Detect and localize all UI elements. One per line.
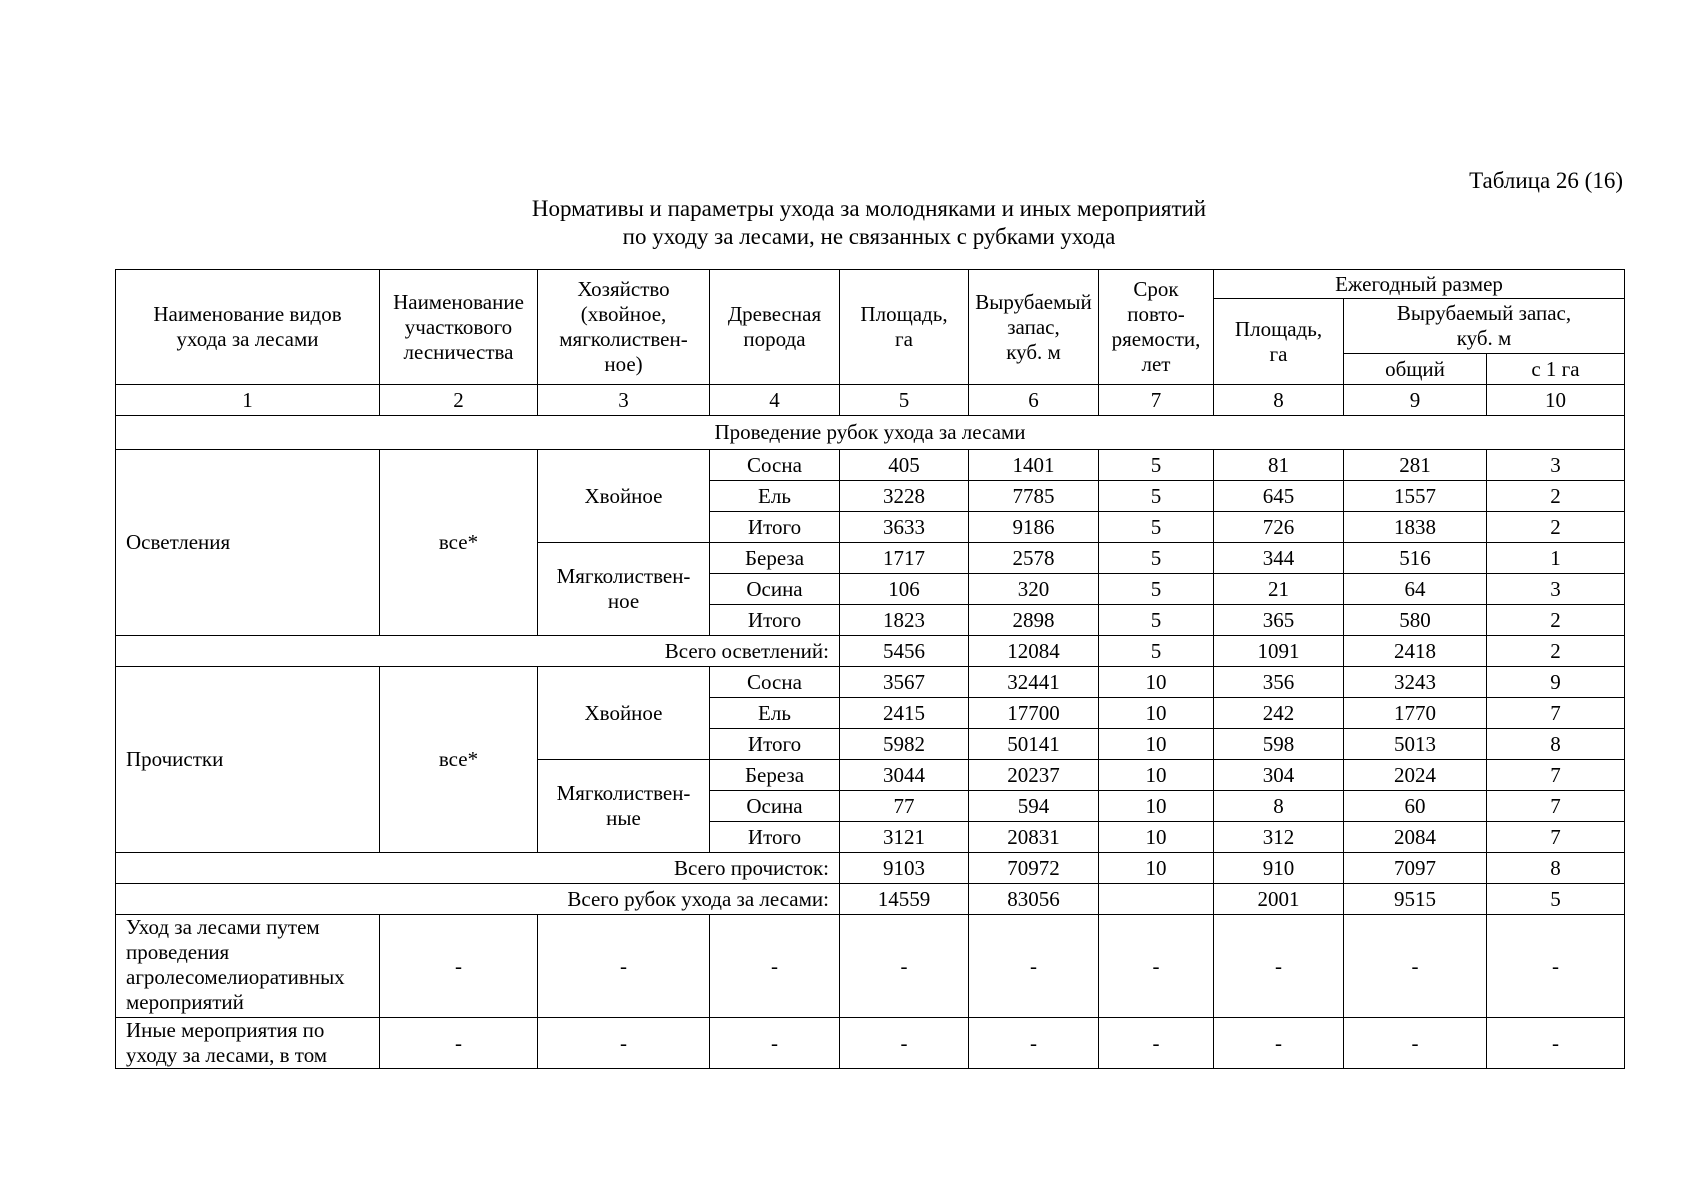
cell-line: мероприятий [126, 990, 244, 1014]
care-type-name [116, 915, 380, 1018]
total-cell [1099, 884, 1214, 915]
total-cell: 2001 [1214, 884, 1344, 915]
total-row [116, 853, 1625, 884]
total-cell: 7097 [1344, 853, 1487, 884]
farm-name [538, 450, 710, 543]
cell-line: куб. м [1456, 326, 1512, 350]
care-type-name: Прочистки [116, 667, 380, 853]
cell-line: Хозяйство [577, 277, 670, 301]
table-cell: - [538, 915, 710, 1018]
header-cell [1214, 299, 1344, 385]
cell-line: Вырубаемый запас, [1396, 301, 1572, 325]
table-cell: 2578 [969, 543, 1099, 574]
title-line: Нормативы и параметры ухода за молодняками и иных мероприятий [531, 196, 1207, 221]
cell-line: лет [1141, 352, 1171, 376]
section-row [116, 416, 1625, 450]
column-number: 10 [1487, 385, 1625, 416]
table-cell: - [710, 1018, 840, 1069]
table-cell: 598 [1214, 729, 1344, 760]
table-row [116, 667, 1625, 698]
cell-line: ухода за лесами [176, 327, 319, 351]
table-cell: 10 [1099, 729, 1214, 760]
column-number-row [116, 385, 1625, 416]
column-number: 4 [710, 385, 840, 416]
total-cell: 70972 [969, 853, 1099, 884]
table-cell: 5 [1099, 543, 1214, 574]
table-cell: - [710, 915, 840, 1018]
page-title [115, 195, 1623, 251]
header-cell [380, 270, 538, 385]
table-cell: 2084 [1344, 822, 1487, 853]
total-cell: 910 [1214, 853, 1344, 884]
table-cell: 10 [1099, 760, 1214, 791]
table-cell: 8 [1214, 791, 1344, 822]
table-cell: - [380, 915, 538, 1018]
section-title: Проведение рубок ухода за лесами [116, 416, 1625, 450]
header-cell: общий [1344, 354, 1487, 385]
cell-line: (хвойное, [580, 302, 667, 326]
header-cell: с 1 га [1487, 354, 1625, 385]
table-cell: 17700 [969, 698, 1099, 729]
table-cell: 7 [1487, 698, 1625, 729]
cell-line: Мягколиствен- [556, 564, 691, 588]
table-cell: Сосна [710, 450, 840, 481]
title-line: по уходу за лесами, не связанных с рубками ухода [622, 224, 1116, 249]
table-cell: 81 [1214, 450, 1344, 481]
table-cell: 242 [1214, 698, 1344, 729]
table-cell: 365 [1214, 605, 1344, 636]
table-cell: 580 [1344, 605, 1487, 636]
table-cell: - [380, 1018, 538, 1069]
table-cell: Береза [710, 543, 840, 574]
table-cell: - [969, 1018, 1099, 1069]
table-cell: 20831 [969, 822, 1099, 853]
table-cell: 320 [969, 574, 1099, 605]
farm-name [538, 543, 710, 636]
table-cell: 3044 [840, 760, 969, 791]
cell-line: проведения [126, 940, 230, 964]
table-cell: Береза [710, 760, 840, 791]
table-cell: 7 [1487, 822, 1625, 853]
cell-line: га [895, 327, 913, 351]
table-cell: - [1344, 1018, 1487, 1069]
table-cell: - [840, 915, 969, 1018]
table-cell: 20237 [969, 760, 1099, 791]
cell-line: куб. м [1006, 339, 1061, 364]
table-cell: - [840, 1018, 969, 1069]
table-cell: 1838 [1344, 512, 1487, 543]
table-cell: 2898 [969, 605, 1099, 636]
table-cell: Итого [710, 729, 840, 760]
table-cell: 10 [1099, 698, 1214, 729]
cell-line: порода [743, 327, 806, 351]
table-cell: 5 [1099, 574, 1214, 605]
forest-care-table [115, 269, 1625, 1069]
table-cell: Ель [710, 698, 840, 729]
total-cell: 12084 [969, 636, 1099, 667]
table-cell: 10 [1099, 791, 1214, 822]
table-cell: 516 [1344, 543, 1487, 574]
column-number: 8 [1214, 385, 1344, 416]
cell-line: ряемости, [1111, 327, 1201, 351]
total-cell: 5456 [840, 636, 969, 667]
table-cell: 5 [1099, 512, 1214, 543]
table-cell: 1717 [840, 543, 969, 574]
cell-line: уходу за лесами, в том [126, 1043, 328, 1067]
table-cell: 2 [1487, 512, 1625, 543]
table-cell: - [1344, 915, 1487, 1018]
table-cell: 1823 [840, 605, 969, 636]
forestry-name: все* [380, 667, 538, 853]
grand-total-label: Всего рубок ухода за лесами: [116, 884, 840, 915]
table-cell: 281 [1344, 450, 1487, 481]
column-number: 1 [116, 385, 380, 416]
table-cell: 5982 [840, 729, 969, 760]
cell-line: ное) [604, 352, 643, 376]
table-cell: 3567 [840, 667, 969, 698]
table-cell: Итого [710, 822, 840, 853]
table-cell: 60 [1344, 791, 1487, 822]
cell-line: Площадь, [860, 302, 948, 326]
table-cell: 2024 [1344, 760, 1487, 791]
table-cell: Осина [710, 791, 840, 822]
farm-name [538, 760, 710, 853]
total-cell: 9515 [1344, 884, 1487, 915]
cell-line: Вырубаемый [975, 289, 1092, 314]
table-cell: 5013 [1344, 729, 1487, 760]
table-cell: 5 [1099, 605, 1214, 636]
table-cell: 304 [1214, 760, 1344, 791]
table-cell: 3 [1487, 574, 1625, 605]
care-type-name [116, 1018, 380, 1069]
table-cell: 5 [1099, 481, 1214, 512]
table-cell: - [1487, 915, 1625, 1018]
table-cell: 5 [1099, 450, 1214, 481]
cell-line: повто- [1127, 302, 1185, 326]
cell-line: Площадь, [1234, 316, 1323, 341]
column-number: 7 [1099, 385, 1214, 416]
total-cell: 2418 [1344, 636, 1487, 667]
table-cell: 1557 [1344, 481, 1487, 512]
column-number: 5 [840, 385, 969, 416]
cell-line: Наименование видов [153, 302, 342, 326]
table-cell: 10 [1099, 822, 1214, 853]
column-number: 2 [380, 385, 538, 416]
header-cell [116, 270, 380, 385]
column-number: 3 [538, 385, 710, 416]
table-cell: 7 [1487, 760, 1625, 791]
table-cell: Итого [710, 605, 840, 636]
total-cell: 2 [1487, 636, 1625, 667]
table-cell: 344 [1214, 543, 1344, 574]
table-cell: 2415 [840, 698, 969, 729]
table-row [116, 1018, 1625, 1069]
header-cell [1099, 270, 1214, 385]
total-cell: 83056 [969, 884, 1099, 915]
table-cell: 1770 [1344, 698, 1487, 729]
cell-line: Срок [1133, 277, 1179, 301]
table-cell: 64 [1344, 574, 1487, 605]
table-cell: 3633 [840, 512, 969, 543]
table-cell: 10 [1099, 667, 1214, 698]
table-cell: 7 [1487, 791, 1625, 822]
table-cell: Ель [710, 481, 840, 512]
table-cell: 3121 [840, 822, 969, 853]
header-cell [969, 270, 1099, 385]
table-cell: Сосна [710, 667, 840, 698]
total-cell: 5 [1099, 636, 1214, 667]
table-cell: - [1214, 1018, 1344, 1069]
total-cell: 8 [1487, 853, 1625, 884]
header-row [116, 270, 1625, 299]
cell-line: запас, [1007, 314, 1060, 339]
table-row [116, 915, 1625, 1018]
column-number: 9 [1344, 385, 1487, 416]
cell-line: Уход за лесами путем [126, 915, 320, 939]
table-cell: - [969, 915, 1099, 1018]
table-cell: 106 [840, 574, 969, 605]
cell-line: участкового [404, 314, 513, 339]
cell-line: ные [606, 806, 641, 830]
total-label: Всего прочисток: [116, 853, 840, 884]
table-cell: 32441 [969, 667, 1099, 698]
table-cell: 726 [1214, 512, 1344, 543]
cell-line: Хвойное [584, 483, 663, 508]
table-cell: 9 [1487, 667, 1625, 698]
table-cell: 356 [1214, 667, 1344, 698]
table-row [116, 450, 1625, 481]
table-cell: Осина [710, 574, 840, 605]
total-row [116, 636, 1625, 667]
table-cell: 21 [1214, 574, 1344, 605]
total-cell: 5 [1487, 884, 1625, 915]
table-cell: 1401 [969, 450, 1099, 481]
cell-line: Иные мероприятия по [126, 1018, 325, 1042]
cell-line: га [1269, 341, 1288, 366]
cell-line: мягколиствен- [559, 327, 688, 351]
table-cell: 645 [1214, 481, 1344, 512]
table-cell: 8 [1487, 729, 1625, 760]
farm-name [538, 667, 710, 760]
cell-line: ное [607, 589, 640, 613]
header-cell [538, 270, 710, 385]
table-cell: 3228 [840, 481, 969, 512]
table-cell: 405 [840, 450, 969, 481]
total-cell: 10 [1099, 853, 1214, 884]
cell-line: Наименование [393, 289, 524, 314]
table-cell: - [1099, 915, 1214, 1018]
table-cell: 1 [1487, 543, 1625, 574]
cell-line: агролесомелиоративных [126, 965, 345, 989]
table-cell: 312 [1214, 822, 1344, 853]
table-cell: - [1214, 915, 1344, 1018]
table-cell: - [538, 1018, 710, 1069]
care-type-name: Осветления [116, 450, 380, 636]
table-cell: 50141 [969, 729, 1099, 760]
header-cell: Ежегодный размер [1214, 270, 1625, 299]
header-cell [710, 270, 840, 385]
table-cell: Итого [710, 512, 840, 543]
cell-line: лесничества [403, 339, 514, 364]
table-number: Таблица 26 (16) [1469, 168, 1623, 193]
table-cell: 77 [840, 791, 969, 822]
table-cell: 9186 [969, 512, 1099, 543]
table-cell: 2 [1487, 481, 1625, 512]
table-cell: 594 [969, 791, 1099, 822]
total-cell: 14559 [840, 884, 969, 915]
grand-total-row [116, 884, 1625, 915]
table-cell: - [1487, 1018, 1625, 1069]
header-cell [840, 270, 969, 385]
table-cell: 3243 [1344, 667, 1487, 698]
cell-line: Хвойное [584, 700, 663, 725]
table-cell: - [1099, 1018, 1214, 1069]
cell-line: Мягколиствен- [556, 781, 691, 805]
column-number: 6 [969, 385, 1099, 416]
header-cell [1344, 299, 1625, 354]
total-cell: 1091 [1214, 636, 1344, 667]
forestry-name: все* [380, 450, 538, 636]
table-cell: 2 [1487, 605, 1625, 636]
table-cell: 7785 [969, 481, 1099, 512]
total-label: Всего осветлений: [116, 636, 840, 667]
cell-line: Древесная [727, 302, 822, 326]
total-cell: 9103 [840, 853, 969, 884]
table-cell: 3 [1487, 450, 1625, 481]
